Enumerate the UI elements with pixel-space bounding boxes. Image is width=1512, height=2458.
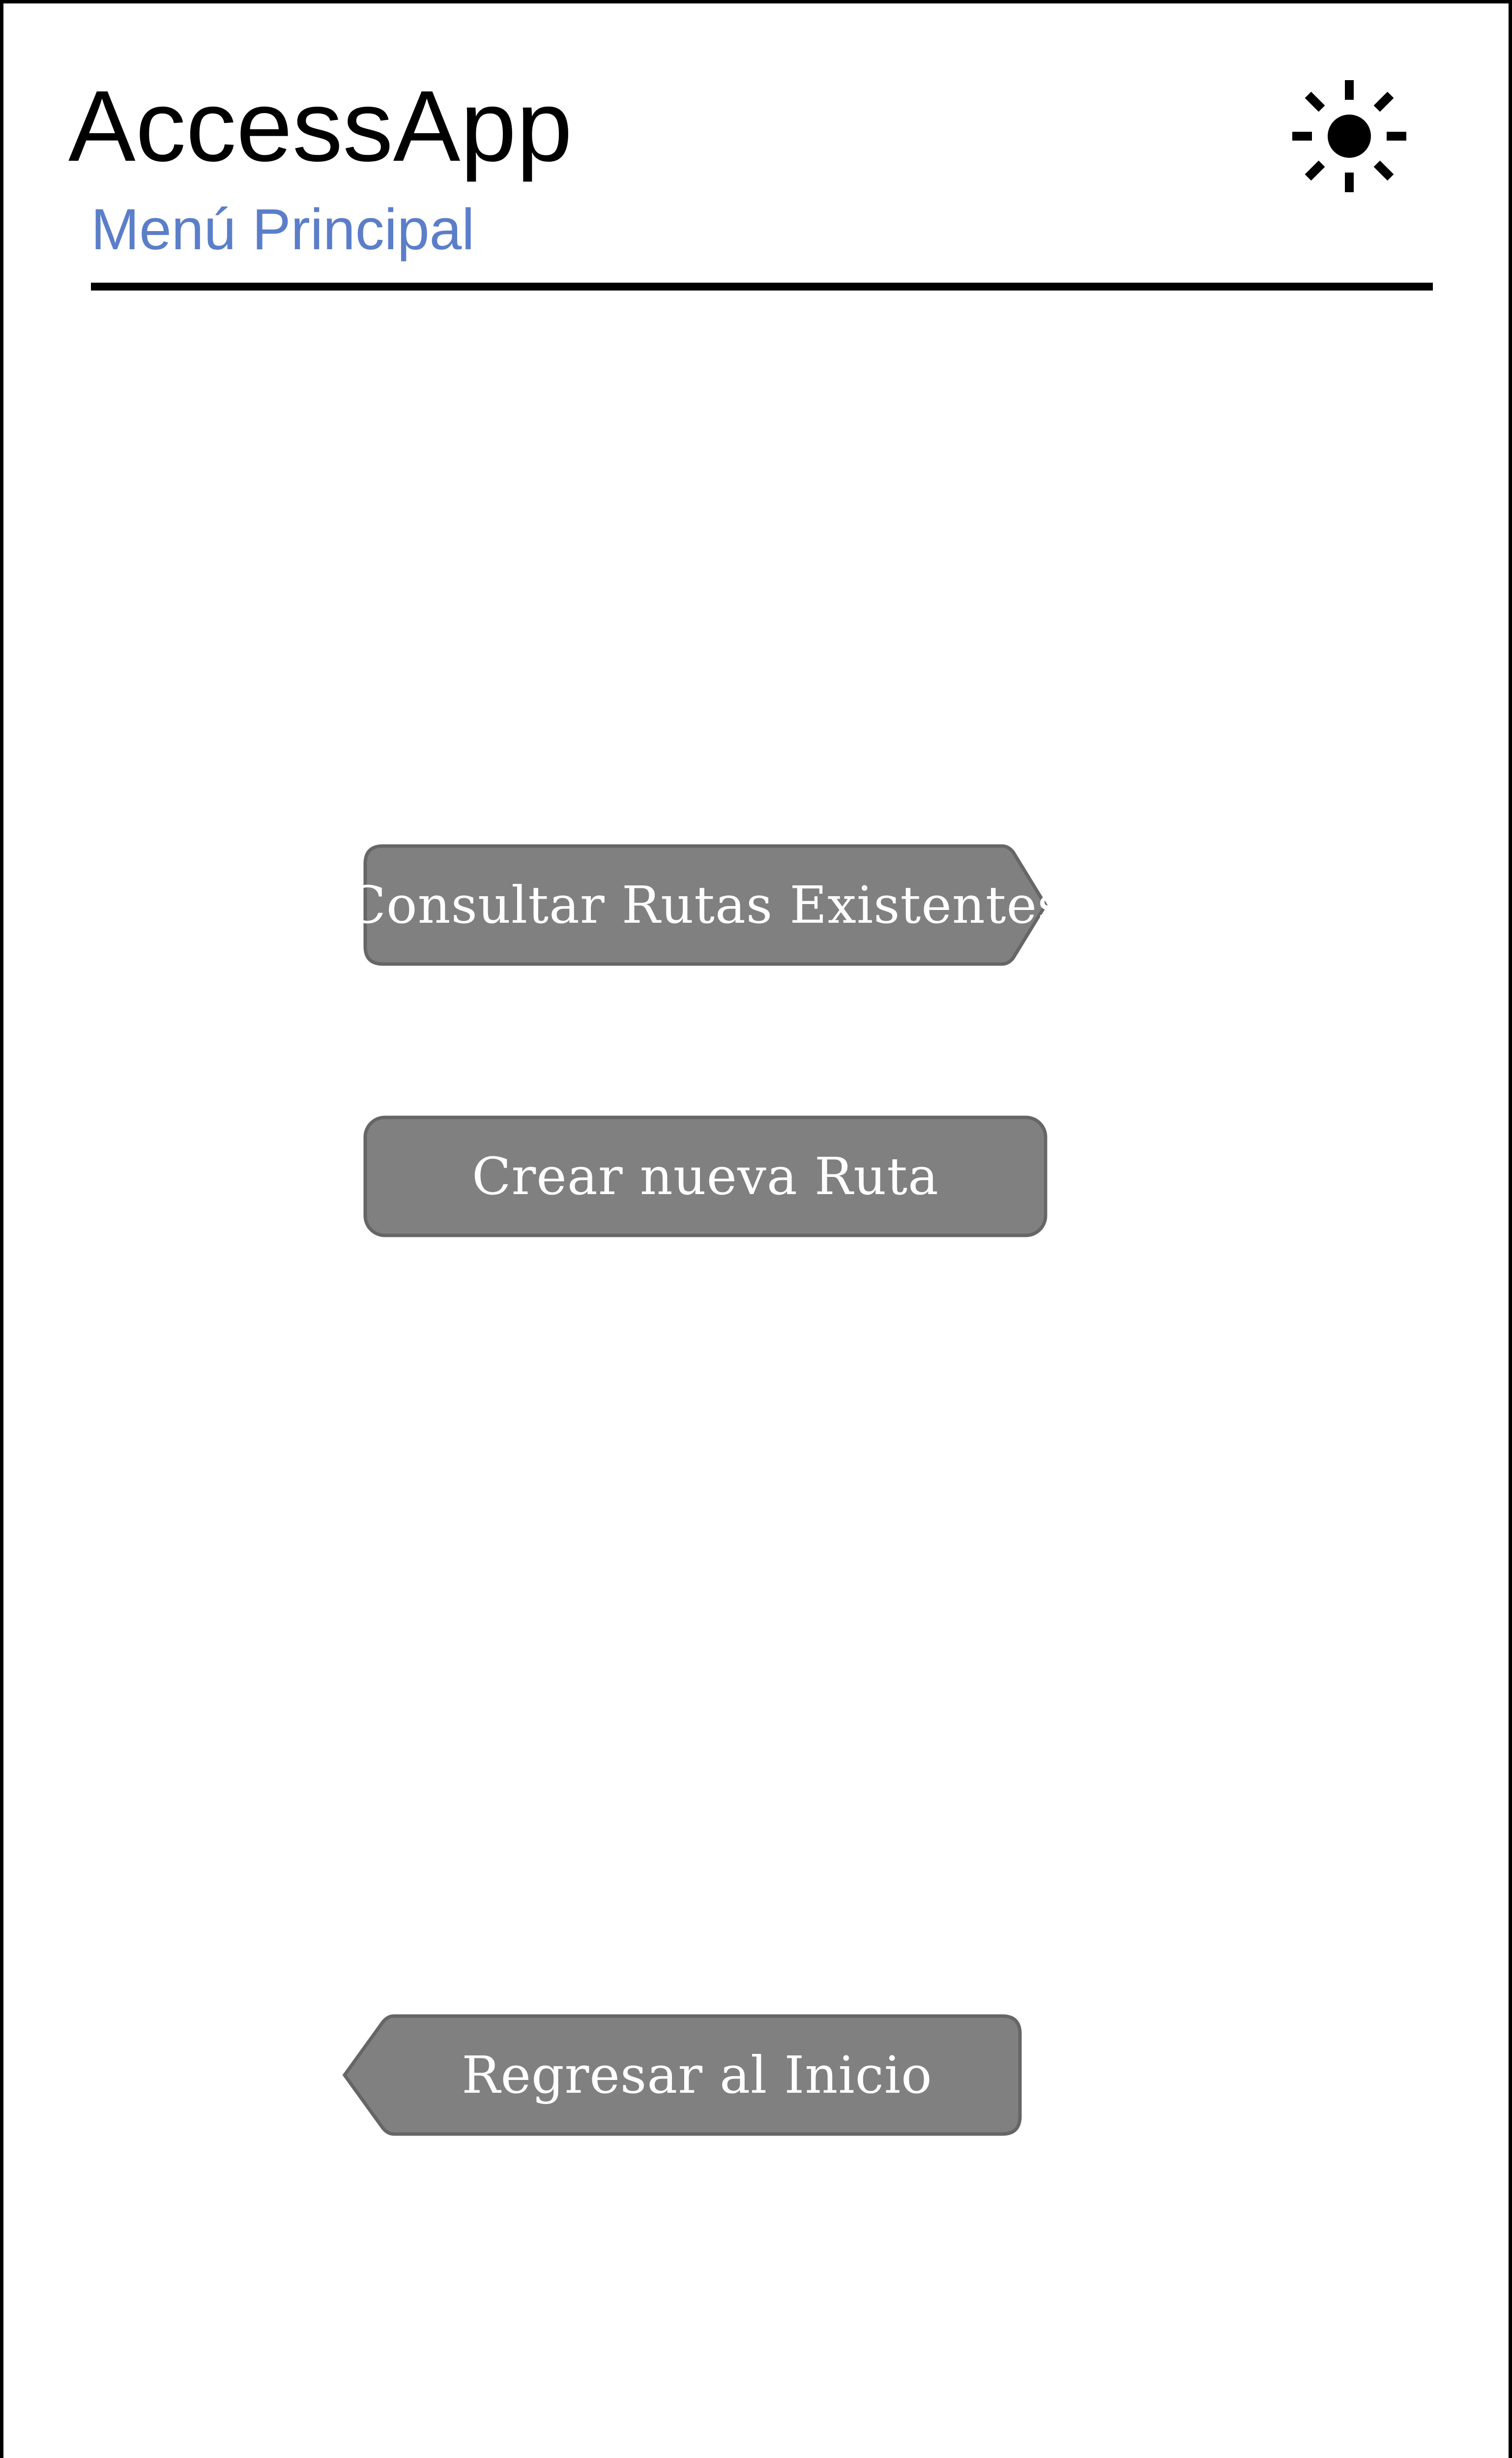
theme-toggle-button[interactable] (1291, 78, 1407, 194)
regresar-inicio-button[interactable] (343, 2014, 1022, 2136)
consultar-rutas-label: Consultar Rutas Existentes (347, 875, 1064, 935)
regresar-inicio-label: Regresar al Inicio (462, 2045, 932, 2105)
header-divider (91, 283, 1433, 291)
sun-icon (1291, 78, 1407, 194)
app-title: AccessApp (68, 70, 573, 182)
page-subtitle: Menú Principal (91, 197, 475, 262)
crear-ruta-label: Crear nueva Ruta (471, 1146, 939, 1206)
consultar-rutas-button[interactable] (347, 844, 1064, 966)
crear-ruta-button[interactable] (363, 1115, 1047, 1237)
